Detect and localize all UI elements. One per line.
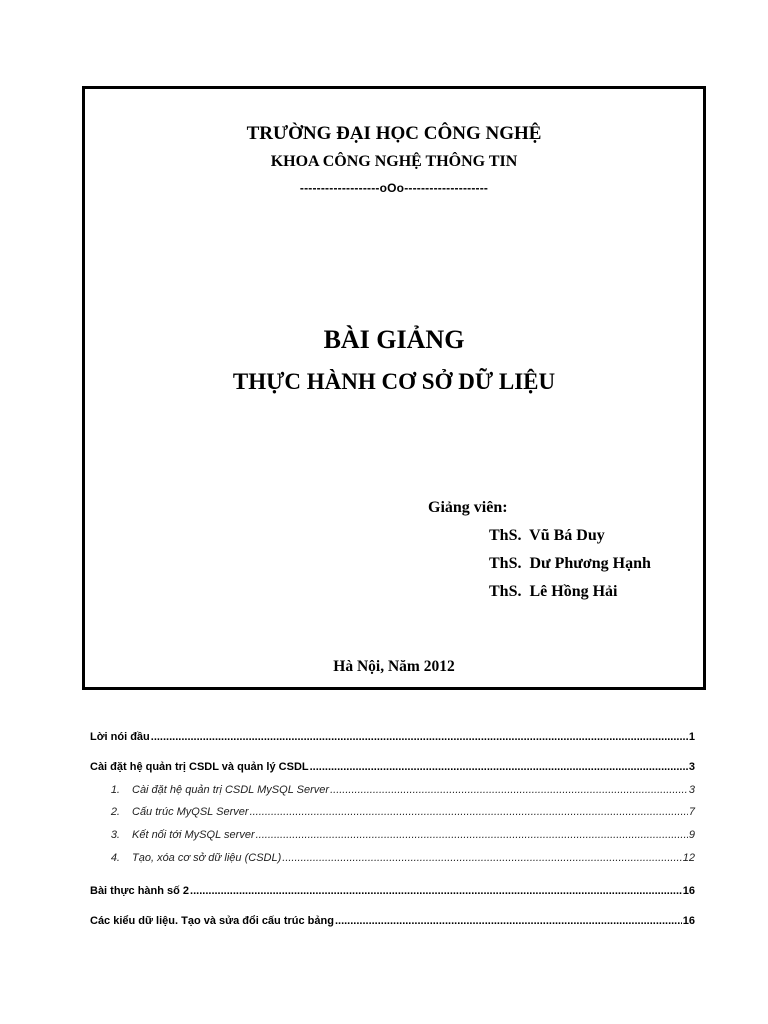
separator-line: -------------------oOo-------------------- [299, 181, 489, 195]
toc-entry[interactable] [90, 806, 695, 818]
lecturers-heading: Giảng viên: [428, 499, 508, 516]
faculty-name: KHOA CÔNG NGHỆ THÔNG TIN [270, 153, 518, 170]
lecturer-name: ThS. Vũ Bá Duy [489, 527, 605, 544]
toc-entry-number: 2. [110, 806, 120, 818]
toc-entry-number: 3. [110, 829, 120, 841]
toc-entry[interactable] [90, 731, 695, 743]
document-title: BÀI GIẢNG [323, 325, 465, 354]
toc-entry-page: 16 [682, 885, 695, 897]
toc-entry[interactable] [90, 852, 695, 864]
toc-entry-number: 4. [110, 852, 120, 864]
toc-entry-title: Cài đặt hệ quản trị CSDL và quản lý CSDL [90, 761, 309, 773]
toc-entry[interactable] [90, 829, 695, 841]
toc-entry-page: 16 [682, 915, 695, 927]
toc-entry-title: Cấu trúc MyQSL Server [132, 806, 249, 818]
cover-box [82, 86, 706, 690]
toc-entry[interactable] [90, 885, 695, 897]
toc-entry-title: Kết nối tới MySQL server [132, 829, 255, 841]
toc-entry[interactable] [90, 784, 695, 796]
toc-entry-title: Các kiểu dữ liệu. Tạo và sửa đổi cấu trúc bảng [90, 915, 334, 927]
document-subtitle: THỰC HÀNH CƠ SỞ DỮ LIỆU [232, 369, 556, 394]
toc-entry-page: 9 [688, 829, 695, 841]
toc-entry-title: Tạo, xóa cơ sở dữ liệu (CSDL) [132, 852, 282, 864]
toc-entry-title: Bài thực hành số 2 [90, 885, 190, 897]
toc-entry-title: Cài đặt hệ quản trị CSDL MySQL Server [132, 784, 330, 796]
toc-entry-page: 3 [688, 784, 695, 796]
toc-entry-page: 12 [682, 852, 695, 864]
lecturer-name: ThS. Lê Hồng Hải [489, 583, 618, 600]
university-name: TRƯỜNG ĐẠI HỌC CÔNG NGHỆ [246, 123, 542, 144]
toc-entry[interactable] [90, 761, 695, 773]
toc-entry-title: Lời nói đầu [90, 731, 150, 743]
toc-entry-page: 1 [688, 731, 695, 743]
toc-entry-page: 3 [688, 761, 695, 773]
toc-entry-number: 1. [110, 784, 120, 796]
toc-entry-page: 7 [688, 806, 695, 818]
toc-entry[interactable] [90, 915, 695, 927]
place-and-year: Hà Nội, Năm 2012 [333, 658, 455, 675]
lecturer-name: ThS. Dư Phương Hạnh [489, 555, 651, 572]
